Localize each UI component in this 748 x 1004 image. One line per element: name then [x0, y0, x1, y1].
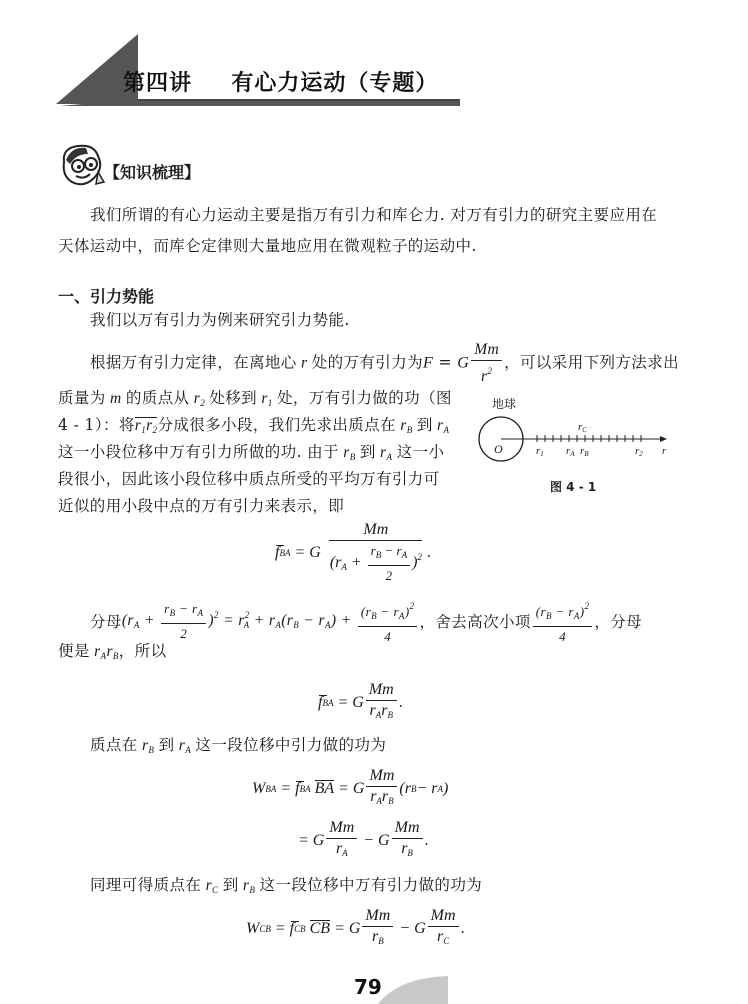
mascot-icon — [58, 142, 106, 190]
paragraph-3-line-5: 近似的用小段中点的万有引力来表示，即 — [58, 497, 345, 515]
page-number: 79 — [354, 975, 382, 999]
earth-label: 地球 — [492, 397, 517, 411]
center-label: O — [494, 442, 503, 456]
section-heading: 一、引力势能 — [58, 287, 155, 306]
paragraph-3-line-2: 4 - 1）：将$r_1r_2$分成很多小段，我们先求出质点在 $r_B$ 到 $r_A$ — [58, 408, 449, 447]
r1-label: r1 — [536, 445, 544, 458]
rC-label: rC — [578, 421, 587, 434]
rA-label: rA — [566, 445, 575, 458]
paragraph-7: 同理可得质点在 $r_C$ 到 $r_B$ 这一段位移中万有引力做的功为 — [90, 876, 483, 895]
equation-average-force: f BA = G Mm ($r_A$ + $\frac{r_B - r_A}{2}$ )$^2$ . — [275, 521, 431, 583]
paragraph-3-line-3: 这一小段位移中万有引力所做的功. 由于 $r_B$ 到 $r_A$ 这一小 — [58, 443, 445, 462]
section-label: 【知识梳理】 — [104, 163, 201, 182]
figure-caption: 图 4 - 1 — [550, 480, 597, 494]
lecture-number: 第四讲 — [123, 71, 193, 96]
intro-line-2: 天体运动中，而库仑定律则大量地应用在微观粒子的运动中. — [58, 237, 477, 255]
equation-work-ba-result: = G $\frac{Mm}{r_A}$ − G $\frac{Mm}{r_B}$ . — [298, 819, 429, 858]
paragraph-4: 分母 ($r_A$ + $\frac{r_B - r_A}{2}$ )$^2 = r^2_A + r_A(r_B - r_A)$ + $\frac{(r_B - r_A)^2}{4}$ ，舍去高次小项 $\frac{(r_B - r_A)^2}{4}$ ，分母 — [90, 596, 642, 647]
axis-arrow — [660, 436, 667, 442]
paragraph-5: 便是 $r_Ar_B$，所以 — [58, 642, 167, 661]
paragraph-1: 我们以万有引力为例来研究引力势能. — [90, 311, 350, 329]
rB-label: rB — [580, 445, 589, 458]
paragraph-3-line-1: 质量为 m 的质点从 $r_2$ 处移到 $r_1$ 处，万有引力做的功（图 — [58, 389, 452, 408]
paragraph-6: 质点在 $r_B$ 到 $r_A$ 这一段位移中引力做的功为 — [90, 736, 387, 755]
equation-work-cb: W CB = f CB CB = G $\frac{Mm}{r_B}$ − G $\frac{Mm}{r_C}$ . — [246, 907, 465, 946]
equation-simplified-force: f BA = G $\frac{Mm}{r_Ar_B}$ . — [318, 681, 403, 720]
equation-work-ba: W BA = f BA BA = G $\frac{Mm}{r_Ar_B}$ (r B − r A ) — [252, 767, 449, 806]
intro-line-1: 我们所谓的有心力运动主要是指万有引力和库仑力. 对万有引力的研究主要应用在 — [90, 206, 658, 224]
axis-r-label: r — [662, 445, 667, 457]
paragraph-3-line-4: 段很小，因此该小段位移中质点所受的平均万有引力可 — [58, 470, 440, 488]
paragraph-2: 根据万有引力定律，在离地心 r 处的万有引力为F = G $\frac{Mm}{r^2}$ ，可以采用下列方法求出 — [90, 341, 680, 385]
lecture-title — [123, 66, 438, 97]
r2-label: r2 — [635, 445, 643, 458]
figure-4-1 — [470, 390, 695, 500]
lecture-topic: 有心力运动（专题） — [231, 71, 439, 96]
page-number-swoosh — [378, 972, 448, 1004]
